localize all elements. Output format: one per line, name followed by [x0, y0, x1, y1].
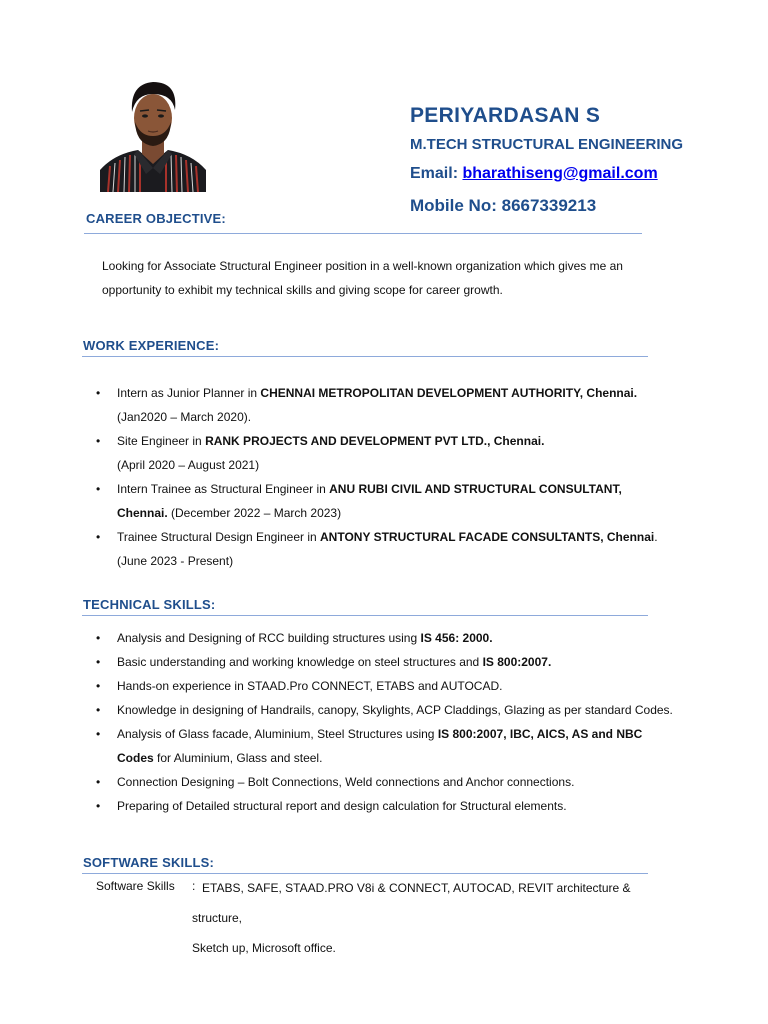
mobile-label: Mobile No: — [410, 196, 502, 215]
candidate-name: PERIYARDASAN S — [410, 104, 601, 127]
email-link[interactable]: bharathiseng@gmail.com — [462, 165, 658, 182]
person-portrait-icon — [100, 78, 206, 192]
software-skills-colon: : — [192, 879, 196, 893]
software-skills-label: Software Skills — [96, 879, 175, 893]
list-item: • Analysis of Glass facade, Aluminium, Steel Structures using IS 800:2007, IBC, AICS, AS and NBC Codes for Aluminium, Glass and steel. — [82, 722, 682, 770]
section-divider — [84, 233, 642, 234]
software-skills-line: ETABS, SAFE, STAAD.PRO V8i & CONNECT, AUTOCAD, REVIT architecture & structure, — [192, 881, 631, 925]
section-divider — [82, 615, 648, 616]
list-item: • Knowledge in designing of Handrails, canopy, Skylights, ACP Claddings, Glazing as per standard Codes. — [82, 698, 682, 722]
mobile-number: 8667339213 — [501, 196, 597, 215]
profile-photo — [100, 78, 206, 192]
email-label: Email: — [410, 165, 463, 182]
technical-skills-heading: TECHNICAL SKILLS: — [83, 597, 216, 612]
software-skills-value — [192, 873, 672, 963]
career-objective-line: opportunity to exhibit my technical skills and giving scope for career growth. — [102, 283, 503, 297]
list-item: • Analysis and Designing of RCC building structures using IS 456: 2000. — [82, 626, 682, 650]
email-line — [410, 165, 658, 183]
software-skills-line: Sketch up, Microsoft office. — [192, 941, 336, 955]
software-skills-heading: SOFTWARE SKILLS: — [83, 855, 215, 870]
career-objective-heading: CAREER OBJECTIVE: — [86, 211, 226, 226]
list-item: • Site Engineer in RANK PROJECTS AND DEVELOPMENT PVT LTD., Chennai. (April 2020 – August 2021) — [82, 429, 682, 477]
list-item: • Hands-on experience in STAAD.Pro CONNECT, ETABS and AUTOCAD. — [82, 674, 682, 698]
career-objective-text — [102, 254, 662, 302]
career-objective-line: Looking for Associate Structural Engineer position in a well-known organization which gives me an — [102, 259, 623, 273]
list-item: • Intern Trainee as Structural Engineer in ANU RUBI CIVIL AND STRUCTURAL CONSULTANT, Chennai. (December 2022 – March 2023) — [82, 477, 682, 525]
technical-skills-list — [82, 626, 682, 818]
mobile-line — [410, 196, 596, 216]
list-item: • Preparing of Detailed structural report and design calculation for Structural elements. — [82, 794, 682, 818]
list-item: • Trainee Structural Design Engineer in ANTONY STRUCTURAL FACADE CONSULTANTS, Chennai. (June 2023 - Present) — [82, 525, 682, 573]
list-item: • Basic understanding and working knowledge on steel structures and IS 800:2007. — [82, 650, 682, 674]
list-item: • Connection Designing – Bolt Connections, Weld connections and Anchor connections. — [82, 770, 682, 794]
list-item: • Intern as Junior Planner in CHENNAI METROPOLITAN DEVELOPMENT AUTHORITY, Chennai. (Jan2020 – March 2020). — [82, 381, 682, 429]
section-divider — [82, 356, 648, 357]
work-experience-list — [82, 381, 682, 573]
work-experience-heading: WORK EXPERIENCE: — [83, 338, 220, 353]
degree-title: M.TECH STRUCTURAL ENGINEERING — [410, 136, 684, 153]
